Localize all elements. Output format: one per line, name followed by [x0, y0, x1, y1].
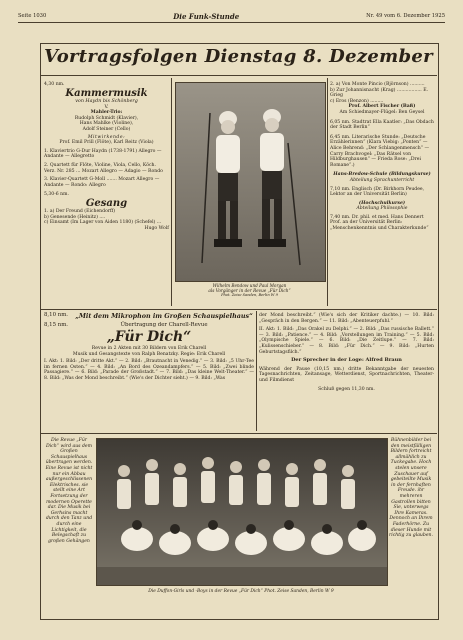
section-heading: „Mit dem Mikrophon im Großen Schauspielhaus“: [75, 312, 253, 320]
program-item: 6,05 nm. Stadtrat Ella Kaatler: „Das Obdach der Stadt Berlin“: [330, 119, 434, 131]
page-number: Seite 1030: [18, 13, 47, 19]
revue-continued: [259, 313, 434, 392]
song-item: b) Zur Johannisnacht (Krag) ................. E. Grieg: [330, 87, 429, 99]
song-item: c) Einsamt (Im Lager von Aiden 1180) (Schefel) ...: [44, 220, 162, 226]
section-heading: Kammermusik: [65, 87, 148, 99]
act-one-cont: der Mond beschreibt.“ (Wie's sich der Kritiker dachte.) — 10. Bild: „Gespräch in den Bergen.“ — 11. Bild: „Abenteuerpfuhl.“: [259, 313, 434, 324]
time-label: 5,30-6 nm.: [44, 192, 69, 198]
participants-label: Mitwirkende:: [87, 134, 126, 140]
mic-row: [44, 313, 254, 320]
program-item: 6,45 nm. Literarische Stunde: „Deutsche Erzählerinnen“ (Klara Viebig: „Ponten“ — Alice Behrend: „Der Schlangenmensch“ — Carry Brachvogel: „Das Rätsel von Hildburghausen“ — Frieda Rose: „Drei Romane“.): [330, 134, 430, 168]
work-item: 3. Klavier-Quartett G-Moll ....... Mozart Allegro — Andante — Rondo: Allegro: [44, 177, 160, 188]
transfer-label: Übertragung der Charell-Revue: [120, 322, 208, 329]
member: Hans Mahlke (Violine),: [79, 121, 134, 127]
accompanist: Am Schiedmayer-Flügel: Ben Geysel: [339, 109, 425, 115]
photo-caption: Die Duffon-Girls und -Boys in der Revue „Für Dich“ Phot. Zeise Sanden, Berlin W 9: [148, 589, 334, 594]
revue-title: „Für Dich“: [106, 329, 192, 345]
photo-illustration: [176, 83, 325, 281]
column-divider: [171, 78, 172, 306]
school-department: Abteilung Philosophie: [356, 206, 408, 212]
issue-info: Nr. 49 vom 6. Dezember 1925: [366, 13, 445, 19]
column-divider: [256, 311, 257, 431]
announcer: Der Sprecher in der Loge: Alfred Braun: [291, 357, 402, 364]
time-label: 8,10 nm.: [44, 312, 69, 318]
photo-caption: [175, 283, 324, 298]
program-item: 7,40 nm. Dr. phil. et med. Hans Dennert Prof. an der Universität Berlin: „Menschenkenntnis und Charakterkunde“: [330, 214, 429, 232]
song-item: 2. a) Von Monte Pincio (Björnson) ..........: [330, 82, 425, 87]
revue-section: [44, 313, 254, 382]
section-divider: [40, 433, 437, 434]
act-one: I. Akt: 1. Bild: „Der dritte Akt.“ — 2. Bild: „Brautnacht in Venedig.“ — 3. Bild: „5 Uhr-Tee im fernen Osten.“ — 4. Bild: „An Bord des Ozeandampfers.“ — 5. Bild: „Zwei blinde Passagiere.“ — 6. Bild: „Parade der Großstadt.“ — 7. Bild: „Das kleine Welt-Theater.“ — 8. Bild: „Was der Mond beschreibt.“ (Wie's der Dichter sieht.) — 9. Bild: „Was: [44, 359, 254, 381]
column-divider: [327, 78, 328, 306]
time-label: 4,30 nm.: [44, 82, 65, 87]
left-column: [44, 82, 169, 231]
revue-blurb-right: Bühnenbilder bei den meistfälligen Bildern fortreicht allmählich zu Tuckegabe. Hoch stelen unsere Zuschauer auf gebeiteilte Musik in der fernhaften Freude. ihr mehreren Gastrollen bitten Sie, unterwegs Ihre Kameras. Dennoch an Ihrem Faderhörne. Zu dieser Hunde mit richtig zu glauben.: [389, 438, 433, 539]
school-heading: Hans-Bredow-Schule (Bildungskurse): [333, 172, 431, 178]
page-header: [18, 10, 445, 23]
work-item: 1. Klaviertrio G-Dur Haydn (1738-1791) Allegro — Andante — Allegretto: [44, 148, 162, 160]
title-divider: [40, 75, 437, 76]
member: Rudolph Schmidt (Klavier),: [74, 115, 139, 121]
caption-line: als Vorgänger in der Revue „Für Dich“: [208, 288, 291, 293]
page-title: Vortragsfolgen Dienstag 8. Dezember: [44, 46, 433, 67]
time-label: 8,15 nm.: [44, 322, 69, 329]
participants: Prof. Emil Prill (Flöte), Karl Reitz (Viola): [59, 140, 154, 146]
magazine-name: Die Funk-Stunde: [173, 11, 240, 21]
caption-line: Wilhelm Bendow und Paul Morgan: [212, 283, 287, 288]
song-item: b) Genesende (Heinitz) ....: [44, 214, 106, 220]
section-subheading: von Haydn bis Schönberg: [75, 98, 138, 104]
section-divider: [40, 309, 437, 310]
section-heading: Gesang: [85, 197, 128, 209]
ensemble-photo: [96, 438, 388, 586]
revue-blurb-left: Die Revue „Für Dich“ wird aus dem Großen Schauspielhaus übertragen werden. Eine Revue ist nicht nur ein Abbau außergeschlissenen Elektrisches. sie stellt eine Art Fortsetzung der modernen Operette dar. Die Musik bei Gerhsins macht durch den Tanz und durch eine Lichtigkeit, die Belegschaft zu großen Gehängen: [45, 438, 93, 544]
program-item: 7,10 nm. Englisch (Dr. Birkhorn Peudee, Lektor an der Universität Berlin): [330, 186, 425, 198]
revue-info: Revue in 2 Akten mit 30 Bildern von Erik Charell: [91, 346, 207, 351]
pause-info: Während der Pause (10,15 nm.) dritte Bekanntgabe der neuesten Tagesnachrichten, Zeitansage, Wetterdienst, Sportnachrichten, Theater- und Filmdienst: [259, 366, 434, 383]
school-department: Abteilung Sprachunterricht: [349, 177, 415, 183]
composer: Hugo Wolf: [144, 225, 169, 231]
member: Adolf Steiner (Cello): [82, 126, 131, 132]
school-heading: (Hochschulkurse): [358, 200, 406, 206]
photo-credit: Phot. Zeise Sanden, Berlin W 9: [221, 293, 278, 297]
roman-numeral: V.: [104, 104, 109, 110]
song-item: c) Eros (Benzon) .........: [330, 98, 384, 104]
right-column: [330, 82, 434, 232]
work-item: 2. Quartett für Flöte, Violine, Viola, Cello, Köch. Verz. Nr. 285 ... Mozart Allegro — Adagio — Rondo: [44, 162, 163, 174]
performer: Prof. Albert Fischer (Baß): [348, 104, 416, 110]
song-item: 1. a) Der Freund (Eichendorff): [44, 208, 116, 214]
performers-photo: [175, 82, 326, 282]
revue-credits: Musik und Gesangstexte von Ralph Benatzky. Regie: Erik Charell: [72, 351, 226, 357]
closing-time: Schluß gegen 11,30 nm.: [318, 386, 375, 392]
ensemble-name: Mahler-Trio:: [90, 110, 123, 116]
act-two: II. Akt: 1. Bild: „Das Orakel zu Delphi.“ — 2. Bild: „Das russische Ballett.“ — 3. Bild: „Patience.“ — 4. Bild: „Vorstellungen im Training.“ — 5. Bild: „Olympische Spiele.“ — 6. Bild: „Die Zeitlupe.“ — 7. Bild: „Kulissenschieber.“ — 8. Bild: „Für Dich.“ — 9. Bild: „Hurten Geburtstagsfilch.“: [259, 327, 434, 355]
photo-illustration: [97, 439, 387, 585]
